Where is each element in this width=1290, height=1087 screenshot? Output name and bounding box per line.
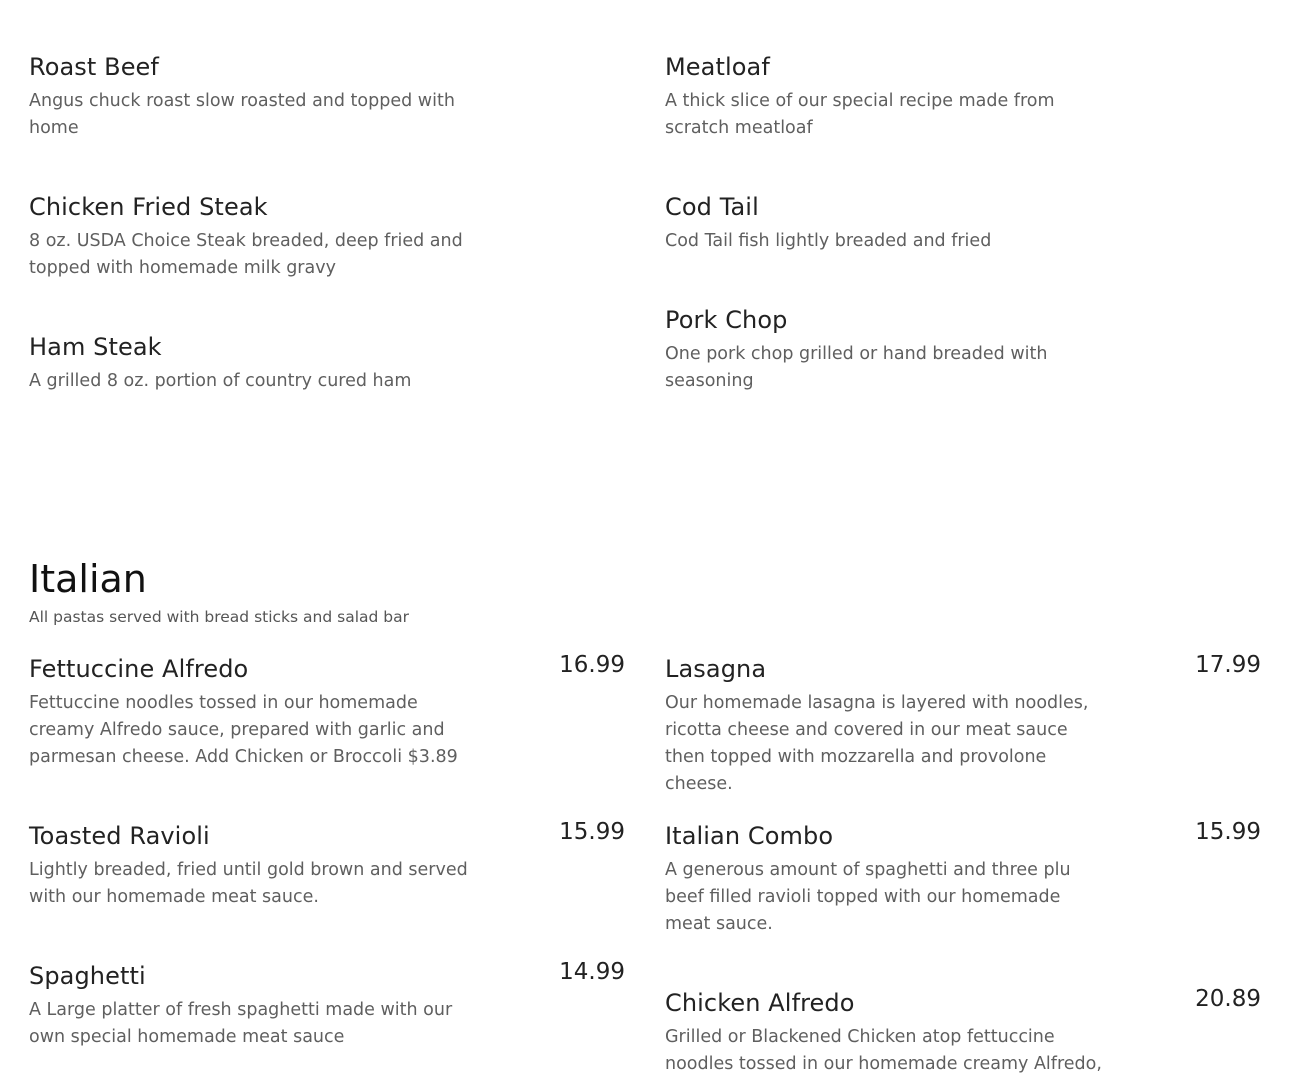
item-name: Ham Steak xyxy=(29,333,162,361)
item-name: Roast Beef xyxy=(29,53,159,81)
item-description: Fettuccine noodles tossed in our homemade creamy Alfredo sauce, prepared with garlic and parmesan cheese. Add Chicken or Broccoli $3.89 xyxy=(29,693,458,767)
item-description: Cod Tail fish lightly breaded and fried xyxy=(665,231,992,251)
item-description: One pork chop grilled or hand breaded with seasoning xyxy=(665,344,1048,391)
item-name: Cod Tail xyxy=(665,193,759,221)
section-note: All pastas served with bread sticks and salad bar xyxy=(29,608,409,626)
item-description: A grilled 8 oz. portion of country cured ham xyxy=(29,371,412,391)
item-description: Our homemade lasagna is layered with noodles, ricotta cheese and covered in our meat sauce then topped with mozzarella and provolone cheese. xyxy=(665,693,1089,794)
item-price: 15.99 xyxy=(1195,819,1261,845)
item-description: A generous amount of spaghetti and three plu beef filled ravioli topped with our homemade meat sauce. xyxy=(665,860,1071,934)
item-price: 16.99 xyxy=(559,652,625,678)
item-name: Toasted Ravioli xyxy=(29,822,210,850)
section-title-italian: Italian xyxy=(29,557,147,601)
item-price: 15.99 xyxy=(559,819,625,845)
item-description: 8 oz. USDA Choice Steak breaded, deep fried and topped with homemade milk gravy xyxy=(29,231,463,278)
item-description: A thick slice of our special recipe made from scratch meatloaf xyxy=(665,91,1055,138)
item-price: 14.99 xyxy=(559,959,625,985)
item-name: Pork Chop xyxy=(665,306,788,334)
item-name: Chicken Alfredo xyxy=(665,989,855,1017)
item-description: Lightly breaded, fried until gold brown and served with our homemade meat sauce. xyxy=(29,860,468,907)
item-name: Fettuccine Alfredo xyxy=(29,655,249,683)
item-description: A Large platter of fresh spaghetti made with our own special homemade meat sauce xyxy=(29,1000,453,1047)
item-name: Chicken Fried Steak xyxy=(29,193,268,221)
item-price: 20.89 xyxy=(1195,986,1261,1012)
item-price: 17.99 xyxy=(1195,652,1261,678)
item-name: Meatloaf xyxy=(665,53,770,81)
item-name: Italian Combo xyxy=(665,822,834,850)
item-description: Grilled or Blackened Chicken atop fettuccine noodles tossed in our homemade creamy Alfredo, xyxy=(665,1027,1102,1074)
item-name: Spaghetti xyxy=(29,962,146,990)
item-name: Lasagna xyxy=(665,655,767,683)
item-description: Angus chuck roast slow roasted and topped with home xyxy=(29,91,455,138)
